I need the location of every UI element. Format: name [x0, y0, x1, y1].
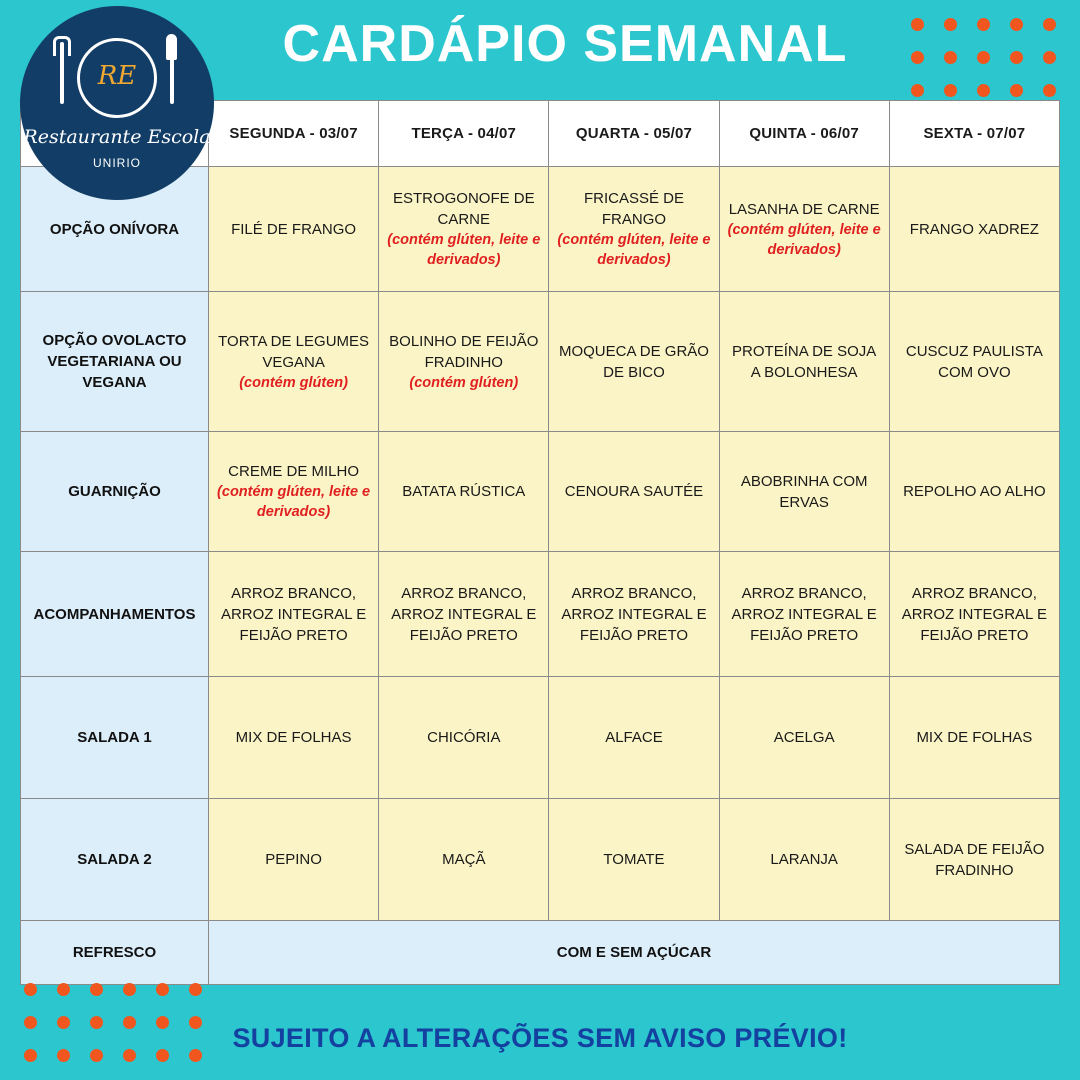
dot [911, 51, 924, 64]
row-label-guarnicao: GUARNIÇÃO [21, 432, 209, 552]
menu-cell [379, 292, 549, 432]
table-row [21, 292, 1060, 432]
menu-cell [549, 292, 719, 432]
menu-item: CUSCUZ PAULISTA COM OVO [905, 342, 1043, 381]
restaurant-logo [22, 8, 212, 198]
day-header-sexta: SEXTA - 07/07 [889, 101, 1059, 167]
menu-item: ARROZ BRANCO, ARROZ INTEGRAL E FEIJÃO PRETO [561, 584, 707, 644]
table-row [21, 921, 1060, 985]
menu-item: BOLINHO DE FEIJÃO FRADINHO [389, 332, 539, 371]
menu-item: ABOBRINHA COM ERVAS [740, 472, 868, 511]
menu-item: MIX DE FOLHAS [916, 729, 1033, 746]
menu-item: FRICASSÉ DE FRANGO [583, 190, 684, 228]
menu-cell [719, 292, 889, 432]
menu-item: BATATA RÚSTICA [402, 483, 526, 500]
allergen-note: (contém glúten, leite e derivados) [557, 232, 711, 268]
logo-monogram: RE [97, 61, 137, 91]
menu-item: CENOURA SAUTÉE [564, 483, 704, 500]
dot [944, 84, 957, 97]
menu-item: LARANJA [770, 851, 838, 868]
dot [1010, 51, 1023, 64]
logo-name: Restaurante Escola [23, 126, 211, 148]
dot [977, 18, 990, 31]
menu-item: MIX DE FOLHAS [235, 729, 352, 746]
dot [944, 51, 957, 64]
menu-cell [209, 432, 379, 552]
row-label-acompanhamentos: ACOMPANHAMENTOS [21, 552, 209, 677]
menu-cell [379, 552, 549, 677]
day-header-quarta: QUARTA - 05/07 [549, 101, 719, 167]
menu-item: ALFACE [605, 729, 663, 746]
table-row [21, 552, 1060, 677]
row-label-salada-2: SALADA 2 [21, 799, 209, 921]
dot [1043, 51, 1056, 64]
menu-cell [889, 799, 1059, 921]
menu-cell [549, 552, 719, 677]
allergen-note: (contém glúten, leite e derivados) [387, 232, 541, 268]
dot [189, 983, 202, 996]
dot [1010, 18, 1023, 31]
plate-icon [77, 38, 157, 118]
menu-item: ARROZ BRANCO, ARROZ INTEGRAL E FEIJÃO PRETO [731, 584, 877, 644]
dot [944, 18, 957, 31]
table-row [21, 799, 1060, 921]
menu-cell [719, 432, 889, 552]
menu-item: REPOLHO AO ALHO [903, 483, 1046, 500]
dot [911, 18, 924, 31]
menu-item: ACELGA [773, 729, 835, 746]
menu-cell [719, 677, 889, 799]
menu-cell [889, 677, 1059, 799]
menu-cell [549, 167, 719, 292]
menu-cell [549, 799, 719, 921]
disclaimer-note: SUJEITO A ALTERAÇÕES SEM AVISO PRÉVIO! [232, 1023, 848, 1053]
page-title: CARDÁPIO SEMANAL [282, 15, 848, 73]
menu-cell [209, 799, 379, 921]
menu-cell [719, 167, 889, 292]
allergen-note: (contém glúten) [409, 374, 519, 391]
row-label-salada-1: SALADA 1 [21, 677, 209, 799]
menu-cell [889, 432, 1059, 552]
menu-cell [549, 677, 719, 799]
menu-item: ARROZ BRANCO, ARROZ INTEGRAL E FEIJÃO PRETO [220, 584, 367, 644]
dot [1010, 84, 1023, 97]
menu-cell [379, 432, 549, 552]
menu-cell [889, 167, 1059, 292]
day-header-quinta: QUINTA - 06/07 [719, 101, 889, 167]
table-row [21, 167, 1060, 292]
refresco-value: COM E SEM AÇÚCAR [209, 921, 1060, 985]
dot [1043, 18, 1056, 31]
menu-item: PEPINO [265, 851, 322, 868]
menu-cell [379, 677, 549, 799]
dot [977, 84, 990, 97]
row-label-vegetariana: OPÇÃO OVOLACTO VEGETARIANA OU VEGANA [21, 292, 209, 432]
dot-decoration-top-right [911, 18, 1056, 97]
menu-item: FRANGO XADREZ [909, 220, 1039, 238]
dot [90, 983, 103, 996]
menu-cell [719, 799, 889, 921]
dot [57, 983, 70, 996]
menu-cell [719, 552, 889, 677]
menu-cell [209, 552, 379, 677]
dot [24, 983, 37, 996]
menu-item: ESTROGONOFE DE CARNE [392, 190, 535, 228]
menu-item: SALADA DE FEIJÃO FRADINHO [904, 840, 1045, 879]
dot [123, 983, 136, 996]
allergen-note: (contém glúten) [239, 374, 348, 391]
menu-cell [549, 432, 719, 552]
dot [977, 51, 990, 64]
menu-item: TORTA DE LEGUMES VEGANA [218, 332, 370, 371]
menu-item: CHICÓRIA [427, 729, 501, 746]
allergen-note: (contém glúten, leite e derivados) [727, 221, 881, 258]
logo-subtitle: UNIRIO [93, 156, 141, 170]
table-row [21, 677, 1060, 799]
table-row [21, 432, 1060, 552]
menu-item: ARROZ BRANCO, ARROZ INTEGRAL E FEIJÃO PRETO [901, 584, 1048, 644]
menu-item: TOMATE [603, 851, 665, 868]
menu-item: CREME DE MILHO [228, 463, 360, 480]
weekly-menu-table [20, 100, 1060, 985]
menu-item: MAÇÃ [442, 851, 486, 868]
menu-cell [889, 552, 1059, 677]
dot [1043, 84, 1056, 97]
menu-cell [209, 167, 379, 292]
menu-cell [889, 292, 1059, 432]
menu-item: PROTEÍNA DE SOJA A BOLONHESA [732, 342, 877, 381]
dot [156, 983, 169, 996]
menu-item: LASANHA DE CARNE [728, 200, 880, 218]
menu-item: ARROZ BRANCO, ARROZ INTEGRAL E FEIJÃO PRETO [391, 584, 537, 644]
row-label-onivora: OPÇÃO ONÍVORA [21, 167, 209, 292]
day-header-segunda: SEGUNDA - 03/07 [209, 101, 379, 167]
allergen-note: (contém glúten, leite e derivados) [217, 484, 371, 520]
menu-item: FILÉ DE FRANGO [231, 220, 357, 238]
menu-cell [379, 799, 549, 921]
row-label-refresco: REFRESCO [21, 921, 209, 985]
menu-cell [209, 677, 379, 799]
day-header-terca: TERÇA - 04/07 [379, 101, 549, 167]
fork-icon [60, 42, 64, 104]
menu-cell [379, 167, 549, 292]
menu-item: MOQUECA DE GRÃO DE BICO [558, 342, 709, 381]
knife-icon [170, 42, 174, 104]
menu-cell [209, 292, 379, 432]
dot [911, 84, 924, 97]
